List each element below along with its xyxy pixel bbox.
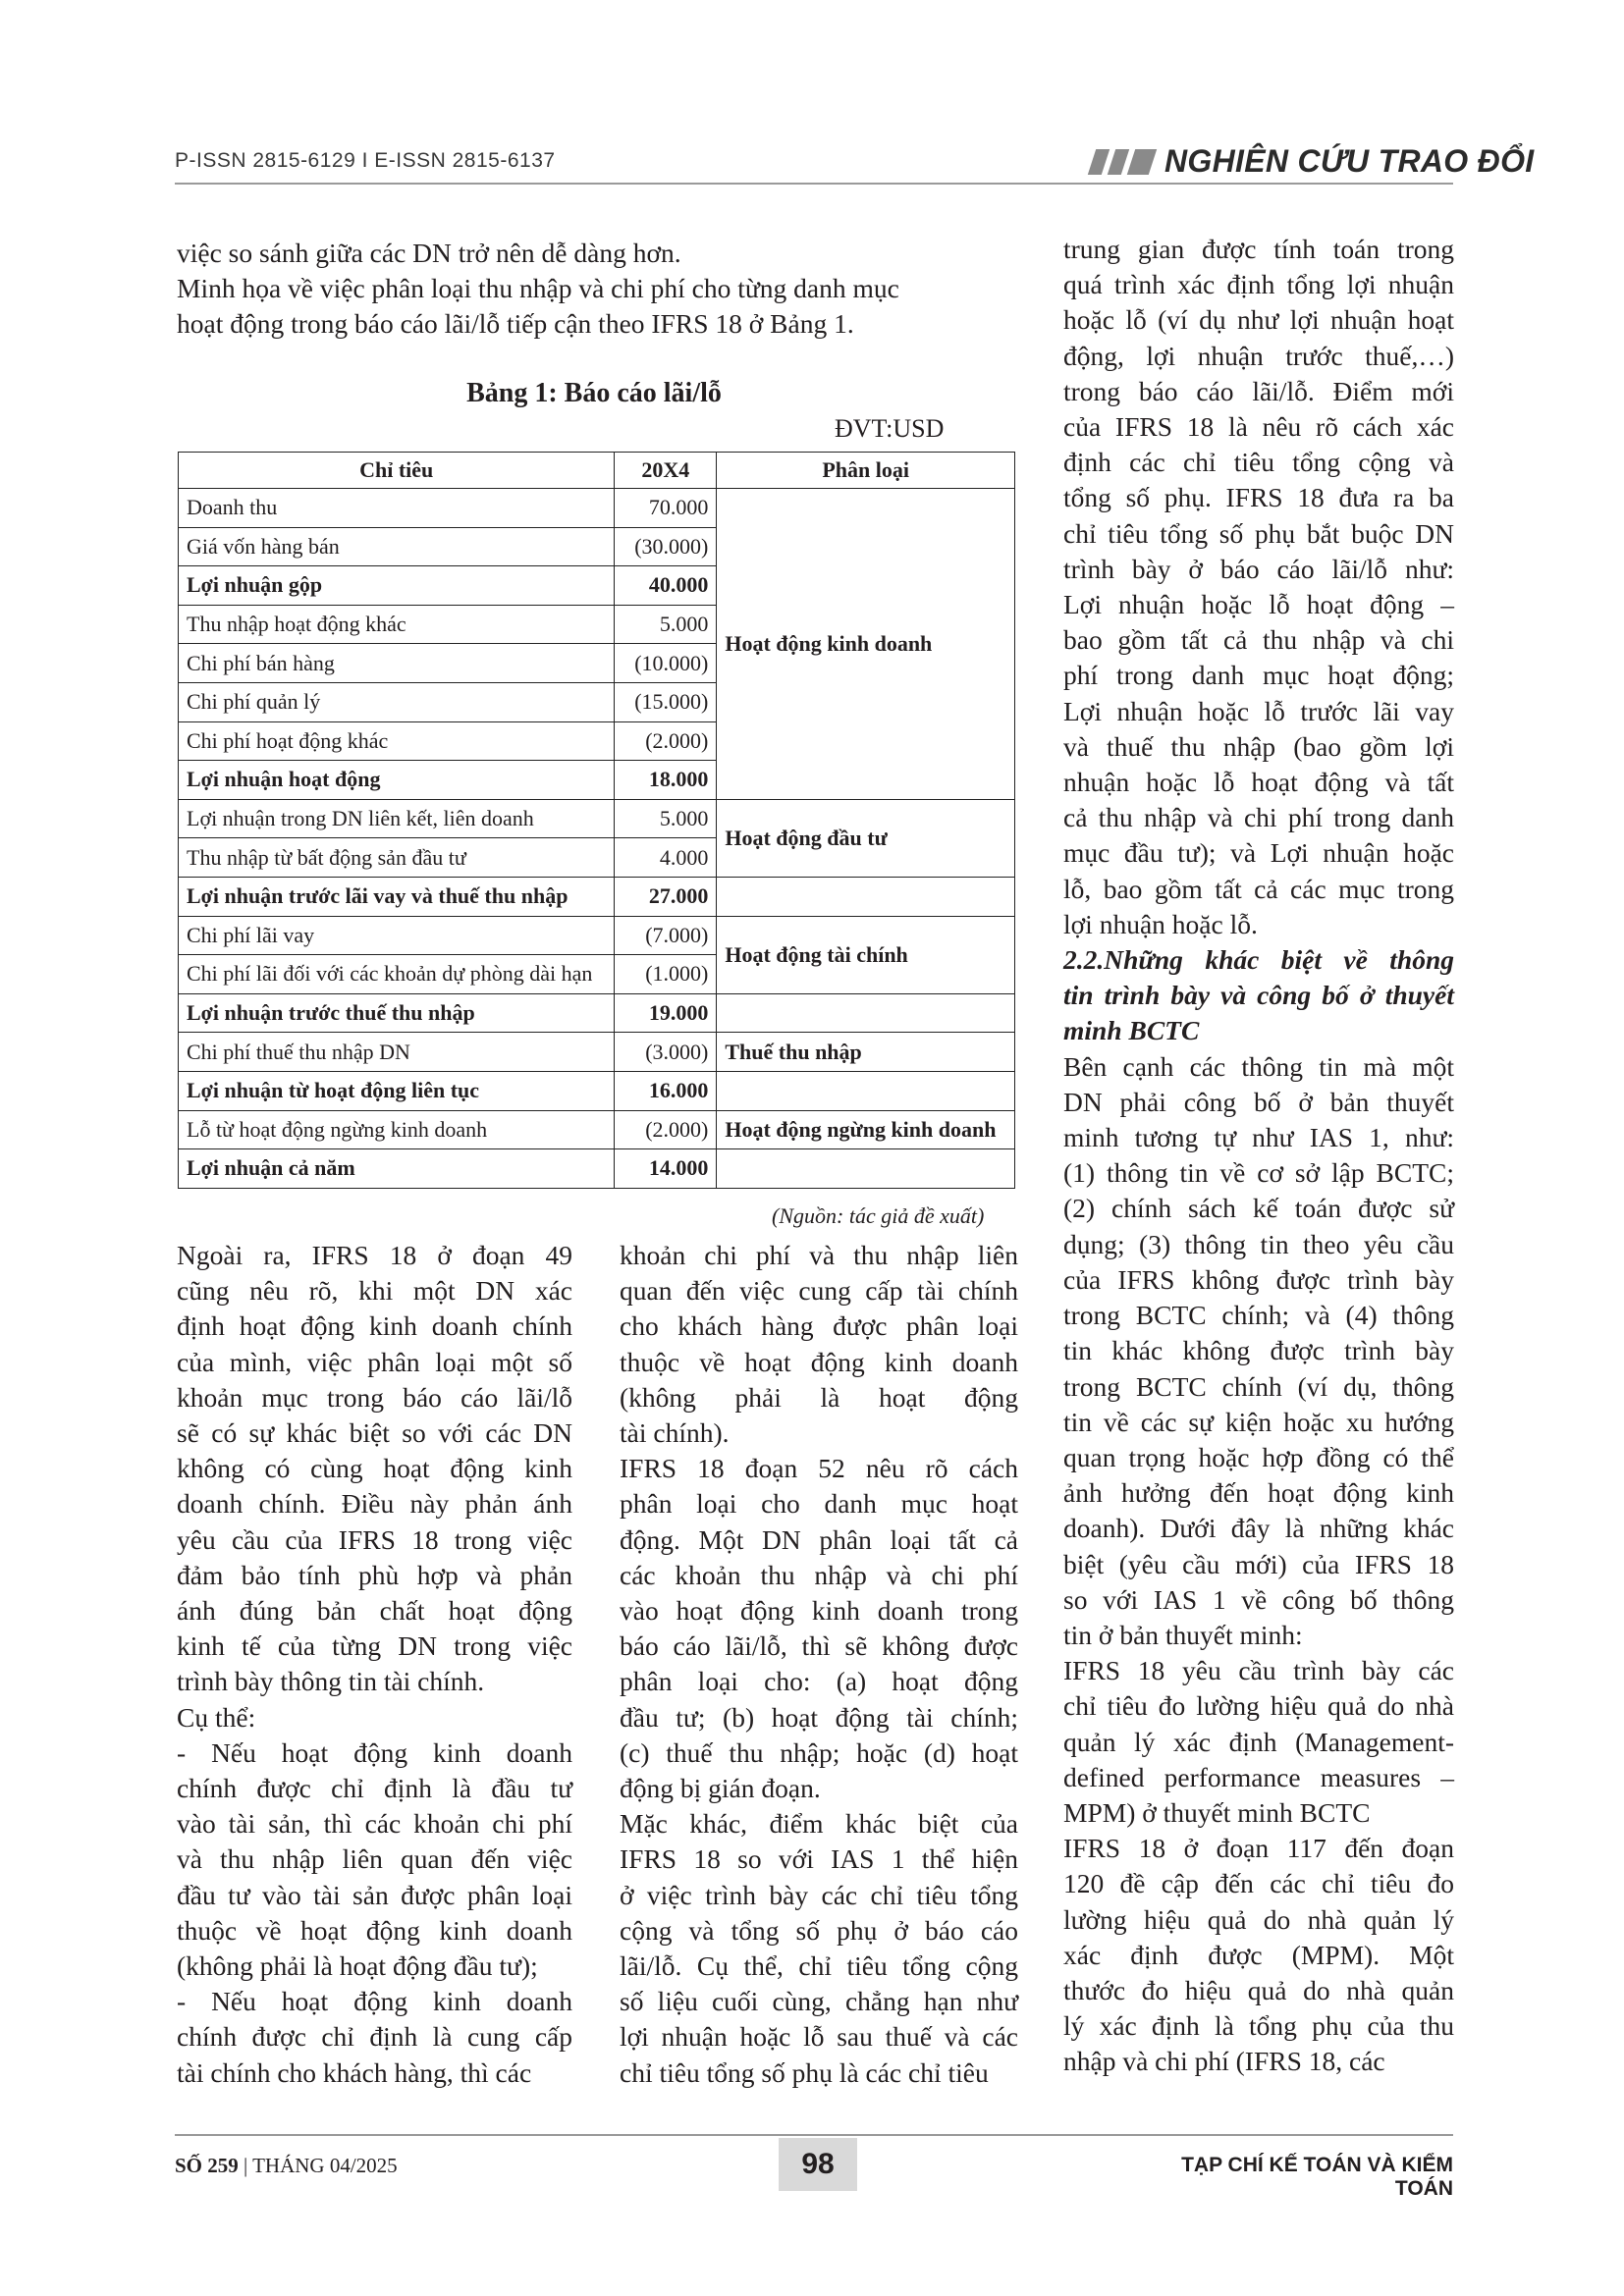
text-line: lý xác định là tổng phụ của thu xyxy=(1063,2010,1454,2042)
text-line: báo cáo lãi/lỗ, thì sẽ không được xyxy=(620,1630,1018,1662)
row-label: Chi phí thuế thu nhập DN xyxy=(179,1033,615,1072)
text-line: Lợi nhuận hoặc lỗ hoạt động – xyxy=(1063,589,1454,620)
text-line: biệt (yêu cầu mới) của IFRS 18 xyxy=(1063,1548,1454,1579)
text-line: trình bày thông tin tài chính. xyxy=(177,1666,485,1697)
column-header: Phân loại xyxy=(717,453,1015,489)
text-line: mục đầu tư); và Lợi nhuận hoặc xyxy=(1063,837,1454,869)
text-line: số liệu cuối cùng, chẳng hạn như xyxy=(620,1986,1018,2017)
issue-number: SỐ 259 xyxy=(175,2154,239,2177)
table-row xyxy=(179,1071,1015,1110)
text-line: doanh chính. Điều này phản ánh xyxy=(177,1488,572,1520)
text-line: (không phải là hoạt động xyxy=(620,1381,1018,1413)
text-line: (c) thuế thu nhập; hoặc (d) hoạt xyxy=(620,1736,1018,1768)
text-line: DN phải công bố ở bản thuyết xyxy=(1063,1086,1454,1117)
table-row xyxy=(179,877,1015,916)
column-header: Chỉ tiêu xyxy=(179,453,615,489)
row-value: (1.000) xyxy=(615,955,717,994)
issue-date: | THÁNG 04/2025 xyxy=(238,2154,398,2177)
text-line: cho khách hàng được phân loại xyxy=(620,1310,1018,1342)
row-value: (2.000) xyxy=(615,1110,717,1149)
text-line: tin trình bày và công bố ở thuyết xyxy=(1063,980,1454,1011)
text-line: động bị gián đoạn. xyxy=(620,1773,821,1804)
table-header-row xyxy=(179,453,1015,489)
intro-line: Minh họa về việc phân loại thu nhập và chi phí cho từng danh mục xyxy=(177,273,899,304)
intro-line: việc so sánh giữa các DN trở nên dễ dàng hơn. xyxy=(177,238,681,268)
text-line: (1) thông tin về cơ sở lập BCTC; xyxy=(1063,1157,1454,1189)
header-bars-decoration xyxy=(1092,149,1155,175)
text-line: - Nếu hoạt động kinh doanh xyxy=(177,1736,572,1768)
issn-line: P-ISSN 2815-6129 I E-ISSN 2815-6137 xyxy=(175,149,556,172)
table-row xyxy=(179,799,1015,838)
text-line: Lợi nhuận hoặc lỗ trước lãi vay xyxy=(1063,695,1454,726)
header-rule xyxy=(175,183,1453,185)
class-cell: Hoạt động ngừng kinh doanh xyxy=(717,1110,1015,1149)
class-cell-empty xyxy=(717,1149,1015,1189)
row-value: 16.000 xyxy=(615,1071,717,1110)
text-line: bao gồm tất cả thu nhập và chi xyxy=(1063,624,1454,656)
row-value: 27.000 xyxy=(615,877,717,916)
row-label: Lợi nhuận từ hoạt động liên tục xyxy=(179,1071,615,1110)
class-cell: Hoạt động kinh doanh xyxy=(717,489,1015,800)
text-line: không có cùng hoạt động kinh xyxy=(177,1453,572,1484)
text-line: MPM) ở thuyết minh BCTC xyxy=(1063,1796,1371,1828)
text-line: thước đo hiệu quả do nhà quản xyxy=(1063,1974,1454,2005)
table-unit: ĐVT:USD xyxy=(835,414,945,443)
text-line: tin ở bản thuyết minh: xyxy=(1063,1619,1303,1650)
text-line: xác định được (MPM). Một xyxy=(1063,1939,1454,1970)
table-title: Bảng 1: Báo cáo lãi/lỗ xyxy=(466,378,722,408)
text-line: 2.2.Những khác biệt về thông xyxy=(1063,944,1454,976)
section-title: NGHIÊN CỨU TRAO ĐỔI xyxy=(1164,143,1535,179)
text-line: và thuế thu nhập (bao gồm lợi xyxy=(1063,730,1454,762)
text-line: cũng nêu rõ, khi một DN xác xyxy=(177,1275,572,1307)
text-line: sẽ có sự khác biệt so với các DN xyxy=(177,1417,572,1449)
table-source: (Nguồn: tác giả đề xuất) xyxy=(772,1203,985,1228)
column-3-paragraph-a xyxy=(1063,232,1454,942)
text-line: vào tài sản, thì các khoản chi phí xyxy=(177,1808,572,1840)
intro-line: hoạt động trong báo cáo lãi/lỗ tiếp cận theo IFRS 18 ở Bảng 1. xyxy=(177,308,854,340)
text-line: tổng số phụ. IFRS 18 đưa ra ba xyxy=(1063,482,1454,513)
text-line: động. Một DN phân loại tất cả xyxy=(620,1523,1018,1555)
row-label: Thu nhập từ bất động sản đầu tư xyxy=(179,838,615,878)
row-value: 4.000 xyxy=(615,838,717,878)
text-line: so với IAS 1 về công bố thông xyxy=(1063,1583,1454,1615)
text-line: đảm bảo tính phù hợp và phản xyxy=(177,1559,572,1590)
table-row xyxy=(179,1033,1015,1072)
text-line: IFRS 18 yêu cầu trình bày các xyxy=(1063,1655,1454,1686)
row-label: Lợi nhuận trước lãi vay và thuế thu nhập xyxy=(179,877,615,916)
text-line: tin về các sự kiện hoặc xu hướng xyxy=(1063,1406,1454,1437)
row-value: (3.000) xyxy=(615,1033,717,1072)
row-label: Chi phí hoạt động khác xyxy=(179,721,615,761)
row-value: 14.000 xyxy=(615,1149,717,1189)
text-line: đầu tư vào tài sản được phân loại xyxy=(177,1879,572,1910)
intro-text xyxy=(177,236,1021,343)
text-line: chỉ tiêu tổng số phụ là các chỉ tiêu xyxy=(620,2056,989,2088)
text-line: nhập và chi phí (IFRS 18, các xyxy=(1063,2046,1385,2077)
text-line: kinh tế của từng DN trong việc xyxy=(177,1630,572,1662)
text-line: định các chỉ tiêu tổng cộng và xyxy=(1063,447,1454,478)
text-line: Bên cạnh các thông tin mà một xyxy=(1063,1050,1454,1082)
class-cell: Hoạt động tài chính xyxy=(717,916,1015,993)
class-cell-empty xyxy=(717,1071,1015,1110)
row-label: Chi phí bán hàng xyxy=(179,644,615,683)
income-statement-table xyxy=(178,452,1015,1189)
text-line: lường hiệu quả do nhà quản lý xyxy=(1063,1903,1454,1935)
text-line: khoản chi phí và thu nhập liên xyxy=(620,1240,1018,1270)
text-line: vào hoạt động kinh doanh trong xyxy=(620,1595,1018,1627)
footer-rule xyxy=(175,2134,1453,2136)
row-label: Chi phí lãi vay xyxy=(179,916,615,955)
row-value: 70.000 xyxy=(615,489,717,528)
text-line: trung gian được tính toán trong xyxy=(1063,234,1454,264)
text-line: 120 đề cập đến các chỉ tiêu đo xyxy=(1063,1868,1454,1899)
text-line: IFRS 18 so với IAS 1 thể hiện xyxy=(620,1843,1018,1875)
text-line: quản lý xác định (Management- xyxy=(1063,1726,1454,1757)
row-label: Lỗ từ hoạt động ngừng kinh doanh xyxy=(179,1110,615,1149)
column-2-text xyxy=(620,1238,1018,2091)
text-line: chỉ tiêu tổng số phụ bắt buộc DN xyxy=(1063,517,1454,549)
text-line: chính được chỉ định là cung cấp xyxy=(177,2021,572,2053)
text-line: minh tương tự như IAS 1, như: xyxy=(1063,1122,1454,1153)
row-label: Lợi nhuận cả năm xyxy=(179,1149,615,1189)
text-line: của IFRS 18 là nêu rõ cách xác xyxy=(1063,411,1454,443)
text-line: phân loại cho: (a) hoạt động xyxy=(620,1666,1018,1697)
table-row xyxy=(179,1110,1015,1149)
issue-info xyxy=(175,2154,398,2178)
text-line: quan đến việc cung cấp tài chính xyxy=(620,1275,1018,1307)
row-label: Lợi nhuận hoạt động xyxy=(179,761,615,800)
text-line: Mặc khác, điểm khác biệt của xyxy=(620,1808,1018,1840)
text-line: định hoạt động kinh doanh chính xyxy=(177,1310,572,1342)
text-line: phân loại cho danh mục hoạt xyxy=(620,1488,1018,1520)
text-line: lợi nhuận hoặc lỗ sau thuế và các xyxy=(620,2021,1018,2053)
text-line: phí trong danh mục hoạt động; xyxy=(1063,660,1454,691)
row-label: Lợi nhuận gộp xyxy=(179,566,615,606)
text-line: lợi nhuận hoặc lỗ. xyxy=(1063,908,1258,939)
text-line: nhuận hoặc lỗ hoạt động và tất xyxy=(1063,767,1454,798)
row-label: Chi phí quản lý xyxy=(179,682,615,721)
text-line: IFRS 18 đoạn 52 nêu rõ cách xyxy=(620,1453,1018,1484)
column-header: 20X4 xyxy=(615,453,717,489)
text-line: cả thu nhập và chi phí trong danh xyxy=(1063,802,1454,833)
class-cell: Thuế thu nhập xyxy=(717,1033,1015,1072)
text-line: quá trình xác định tổng lợi nhuận xyxy=(1063,269,1454,300)
row-value: 18.000 xyxy=(615,761,717,800)
text-line: trong báo cáo lãi/lỗ. Điểm mới xyxy=(1063,375,1454,406)
text-line: Ngoài ra, IFRS 18 ở đoạn 49 xyxy=(177,1240,572,1270)
text-line: các khoản thu nhập và chi phí xyxy=(620,1559,1018,1590)
text-line: ảnh hưởng đến hoạt động kinh xyxy=(1063,1477,1454,1509)
row-label: Lợi nhuận trước thuế thu nhập xyxy=(179,993,615,1033)
row-value: (7.000) xyxy=(615,916,717,955)
text-line: của mình, việc phân loại một số xyxy=(177,1346,572,1377)
text-line: defined performance measures – xyxy=(1063,1761,1454,1792)
row-label: Doanh thu xyxy=(179,489,615,528)
text-line: khoản mục trong báo cáo lãi/lỗ xyxy=(177,1381,572,1413)
text-line: (2) chính sách kế toán được sử xyxy=(1063,1193,1454,1224)
table-row xyxy=(179,1149,1015,1189)
text-line: trong BCTC chính; và (4) thông xyxy=(1063,1300,1454,1331)
row-label: Chi phí lãi đối với các khoản dự phòng dài hạn xyxy=(179,955,615,994)
text-line: đầu tư; (b) hoạt động tài chính; xyxy=(620,1701,1018,1733)
row-value: 5.000 xyxy=(615,605,717,644)
table-row xyxy=(179,993,1015,1033)
text-line: ở việc trình bày các chỉ tiêu tổng xyxy=(620,1879,1018,1910)
row-value: (30.000) xyxy=(615,527,717,566)
section-heading-2-2 xyxy=(1063,942,1454,1049)
text-line: lỗ, bao gồm tất cả các mục trong xyxy=(1063,873,1454,904)
row-value: (15.000) xyxy=(615,682,717,721)
text-line: trong BCTC chính (ví dụ, thông xyxy=(1063,1370,1454,1402)
text-line: thuộc về hoạt động kinh doanh xyxy=(620,1346,1018,1377)
text-line: doanh). Dưới đây là những khác xyxy=(1063,1513,1454,1544)
text-line: chỉ tiêu đo lường hiệu quả do nhà xyxy=(1063,1690,1454,1722)
text-line: thuộc về hoạt động kinh doanh xyxy=(177,1914,572,1946)
class-cell-empty xyxy=(717,993,1015,1033)
row-value: (10.000) xyxy=(615,644,717,683)
text-line: IFRS 18 ở đoạn 117 đến đoạn xyxy=(1063,1833,1454,1864)
text-line: tài chính). xyxy=(620,1417,730,1449)
text-line: dụng; (3) thông tin theo yêu cầu xyxy=(1063,1228,1454,1259)
class-cell-empty xyxy=(717,877,1015,916)
row-label: Giá vốn hàng bán xyxy=(179,527,615,566)
row-value: (2.000) xyxy=(615,721,717,761)
table-row xyxy=(179,916,1015,955)
text-line: yêu cầu của IFRS 18 trong việc xyxy=(177,1523,572,1555)
text-line: quan trọng hoặc hợp đồng có thể xyxy=(1063,1441,1454,1472)
text-line: và thu nhập liên quan đến việc xyxy=(177,1843,572,1875)
journal-name: TẠP CHÍ KẾ TOÁN VÀ KIỂM TOÁN xyxy=(1181,2154,1453,2200)
row-value: 5.000 xyxy=(615,799,717,838)
row-label: Lợi nhuận trong DN liên kết, liên doanh xyxy=(179,799,615,838)
text-line: động, lợi nhuận trước thuế,…) xyxy=(1063,340,1454,371)
text-line: của IFRS không được trình bày xyxy=(1063,1263,1454,1295)
row-value: 19.000 xyxy=(615,993,717,1033)
text-line: trình bày ở báo cáo lãi/lỗ như: xyxy=(1063,553,1454,584)
table-row xyxy=(179,489,1015,528)
text-line: tài chính cho khách hàng, thì các xyxy=(177,2056,532,2088)
text-line: tin khác không được trình bày xyxy=(1063,1335,1454,1366)
text-line: hoặc lỗ (ví dụ như lợi nhuận hoạt xyxy=(1063,304,1454,336)
page-number: 98 xyxy=(779,2138,857,2191)
column-3-text xyxy=(1063,232,1454,2080)
text-line: Cụ thể: xyxy=(177,1701,256,1733)
class-cell: Hoạt động đầu tư xyxy=(717,799,1015,877)
text-line: minh BCTC xyxy=(1063,1015,1200,1046)
text-line: - Nếu hoạt động kinh doanh xyxy=(177,1986,572,2017)
row-label: Thu nhập hoạt động khác xyxy=(179,605,615,644)
text-line: chính được chỉ định là đầu tư xyxy=(177,1773,572,1804)
text-line: cộng và tổng số phụ ở báo cáo xyxy=(620,1914,1018,1946)
column-1-text xyxy=(177,1238,572,2091)
text-line: ánh đúng bản chất hoạt động xyxy=(177,1595,572,1627)
text-line: (không phải là hoạt động đầu tư); xyxy=(177,1950,538,1982)
column-3-paragraph-b xyxy=(1063,1049,1454,2080)
row-value: 40.000 xyxy=(615,566,717,606)
text-line: lãi/lỗ. Cụ thể, chỉ tiêu tổng cộng xyxy=(620,1950,1018,1982)
